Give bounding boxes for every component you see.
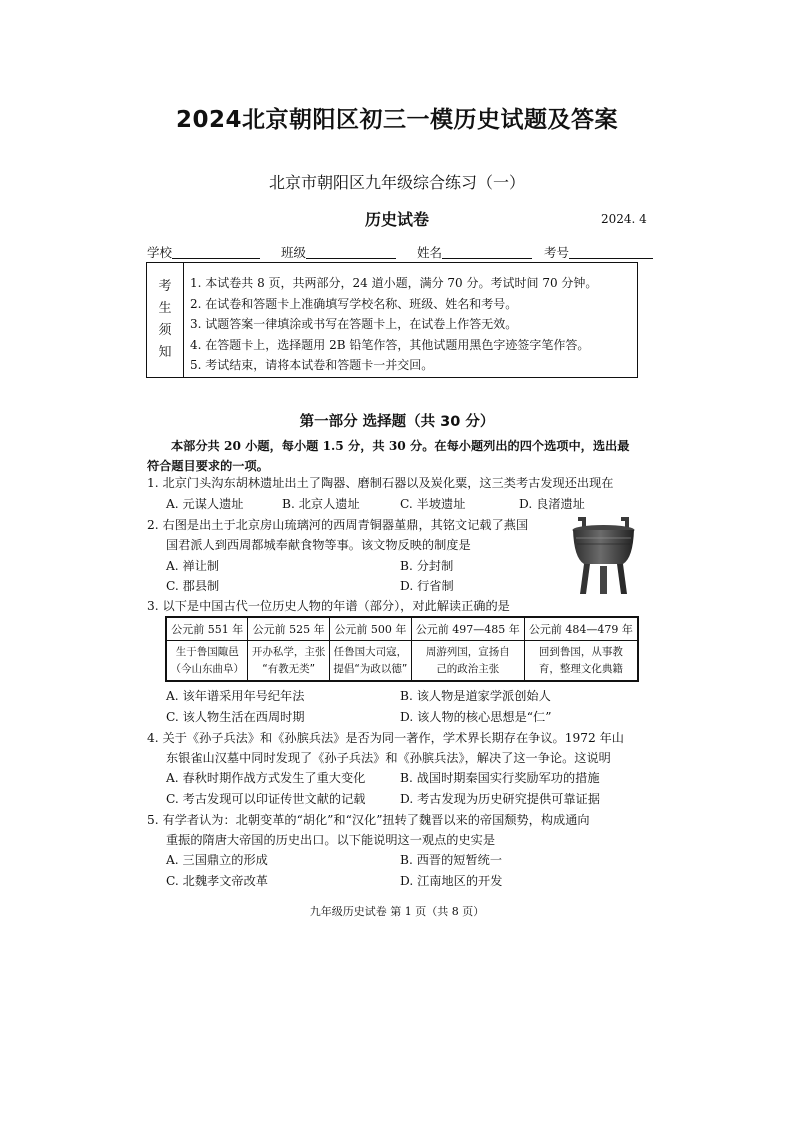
notice-item: 2. 在试卷和答题卡上准确填写学校名称、班级、姓名和考号。 xyxy=(190,296,518,311)
table-cell xyxy=(248,641,329,681)
notice-item: 5. 考试结束，请将本试卷和答题卡一并交回。 xyxy=(190,358,434,372)
chronology-table xyxy=(165,616,639,682)
table-cell-line: 回到鲁国，从事教 xyxy=(538,645,623,658)
question-5-option-c: C. 北魏孝文帝改革 xyxy=(166,874,268,888)
page-footer: 九年级历史试卷 第 1 页（共 8 页） xyxy=(309,905,485,918)
question-1-option-a: A. 元谋人遗址 xyxy=(166,497,244,511)
question-1-stem: 1. 北京门头沟东胡林遗址出土了陶器、磨制石器以及炭化粟，这三类考古发现还出现在 xyxy=(147,476,614,490)
question-4-stem-cont: 东银雀山汉墓中同时发现了《孙子兵法》和《孙膑兵法》，解决了这一争论。这说明 xyxy=(166,751,611,765)
question-3-option-a: A. 该年谱采用年号纪年法 xyxy=(166,689,305,703)
table-cell-line: 开办私学，主张 xyxy=(251,645,326,658)
question-2-option-d: D. 行省制 xyxy=(400,579,454,593)
table-header-cell: 公元前 500 年 xyxy=(329,618,411,641)
table-cell xyxy=(329,641,411,681)
table-cell-line: 己的政治主张 xyxy=(436,662,500,675)
student-info-row xyxy=(147,243,653,261)
question-4-option-a: A. 春秋时期作战方式发生了重大变化 xyxy=(166,771,366,785)
question-1-option-c: C. 半坡遗址 xyxy=(400,497,466,511)
exam-no-blank xyxy=(569,243,653,259)
question-2-option-c: C. 郡县制 xyxy=(166,579,220,593)
table-header-cell: 公元前 525 年 xyxy=(248,618,329,641)
name-label: 姓名 xyxy=(417,245,443,260)
exam-no-label: 考号 xyxy=(544,245,570,260)
question-3-stem: 3. 以下是中国古代一位历史人物的年谱（部分），对此解读正确的是 xyxy=(147,599,510,613)
notice-side-char: 须 xyxy=(158,323,172,338)
notice-box xyxy=(146,262,638,378)
paper-date: 2024. 4 xyxy=(601,212,647,226)
table-header-cell: 公元前 484—479 年 xyxy=(524,618,637,641)
question-2-option-a: A. 禅让制 xyxy=(166,559,220,573)
table-cell xyxy=(167,641,248,681)
table-header-cell: 公元前 551 年 xyxy=(167,618,248,641)
question-5-option-d: D. 江南地区的开发 xyxy=(400,874,503,888)
question-3-option-b: B. 该人物是道家学派创始人 xyxy=(400,689,551,703)
question-5-stem: 5. 有学者认为：北朝变革的“胡化”和“汉化”扭转了魏晋以来的帝国颓势，构成通向 xyxy=(147,813,590,827)
question-1-option-b: B. 北京人遗址 xyxy=(282,497,360,511)
table-cell-line: （今山东曲阜） xyxy=(170,662,244,675)
class-blank xyxy=(306,243,396,259)
table-cell-line: 育，整理文化典籍 xyxy=(538,662,623,675)
question-4-option-d: D. 考古发现为历史研究提供可靠证据 xyxy=(400,792,600,806)
question-2-stem: 2. 右图是出土于北京房山琉璃河的西周青铜器堇鼎，其铭文记载了燕国 xyxy=(147,518,529,532)
notice-side-char: 考 xyxy=(158,279,172,294)
question-2-option-b: B. 分封制 xyxy=(400,559,454,573)
table-cell-line: “有教无类” xyxy=(262,662,316,675)
bronze-ding-vessel-image xyxy=(566,514,641,596)
table-cell xyxy=(524,641,637,681)
question-1-option-d: D. 良渚遗址 xyxy=(519,497,585,511)
paper-title: 历史试卷 xyxy=(364,210,429,229)
question-4-option-c: C. 考古发现可以印证传世文献的记载 xyxy=(166,792,366,806)
notice-item: 1. 本试卷共 8 页，共两部分，24 道小题，满分 70 分。考试时间 70 分钟。 xyxy=(190,276,598,290)
question-5-stem-cont: 重振的隋唐大帝国的历史出口。以下能说明这一观点的史实是 xyxy=(166,833,496,847)
notice-side-char: 生 xyxy=(158,301,172,316)
question-4-option-b: B. 战国时期秦国实行奖励军功的措施 xyxy=(400,771,600,785)
question-5-option-a: A. 三国鼎立的形成 xyxy=(166,853,268,867)
notice-side-label xyxy=(147,263,184,377)
question-3-option-d: D. 该人物的核心思想是“仁” xyxy=(400,710,552,724)
section-title: 第一部分 选择题（共 30 分） xyxy=(299,414,495,430)
notice-side-char: 知 xyxy=(158,345,172,360)
table-cell-line: 任鲁国大司寇， xyxy=(333,645,408,658)
question-5-option-b: B. 西晋的短暂统一 xyxy=(400,853,503,867)
question-3-option-c: C. 该人物生活在西周时期 xyxy=(166,710,305,724)
school-label: 学校 xyxy=(147,245,173,260)
table-cell-line: 提倡“为政以德” xyxy=(333,662,408,675)
table-cell xyxy=(411,641,524,681)
section-intro: 本部分共 20 小题，每小题 1.5 分，共 30 分。在每小题列出的四个选项中，选出最符合题目要求的一项。 xyxy=(147,439,630,473)
table-header-cell: 公元前 497—485 年 xyxy=(411,618,524,641)
question-2-stem-cont: 国君派人到西周都城奉献食物等事。该文物反映的制度是 xyxy=(166,538,471,552)
exam-subtitle: 北京市朝阳区九年级综合练习（一） xyxy=(268,173,525,192)
notice-list xyxy=(190,273,597,376)
table-cell-line: 周游列国，宣扬自 xyxy=(425,645,510,658)
notice-item: 4. 在答题卡上，选择题用 2B 铅笔作答，其他试题用黑色字迹签字笔作答。 xyxy=(190,337,590,352)
page-title: 2024北京朝阳区初三一模历史试题及答案 xyxy=(175,107,618,133)
name-blank xyxy=(442,243,532,259)
question-4-stem: 4. 关于《孙子兵法》和《孙膑兵法》是否为同一著作，学术界长期存在争议。1972 年山 xyxy=(147,731,624,745)
class-label: 班级 xyxy=(281,245,307,260)
table-cell-line: 生于鲁国陬邑 xyxy=(175,645,239,658)
school-blank xyxy=(172,243,260,259)
notice-item: 3. 试题答案一律填涂或书写在答题卡上，在试卷上作答无效。 xyxy=(190,317,518,331)
